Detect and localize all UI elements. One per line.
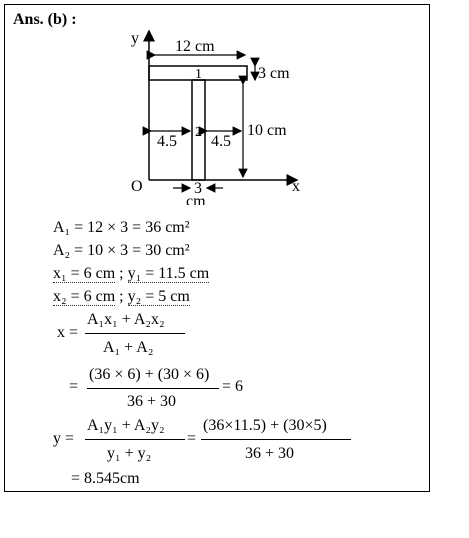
- stem-height-label: 10 cm: [247, 122, 287, 139]
- y-numerator: A₁y₁ + A₂y₂: [87, 417, 165, 434]
- x-fraction-bar: [85, 333, 185, 334]
- x-numerator: A₁x₁ + A₂x₂: [87, 311, 165, 328]
- y1-value: y₁ = 11.5 cm: [127, 265, 210, 282]
- x2-numerator: (36 × 6) + (30 × 6): [89, 366, 210, 383]
- stem-width-unit: cm: [186, 193, 206, 205]
- answer-label: Ans. (b) :: [13, 11, 77, 28]
- x-denominator: A₁ + A₂: [103, 339, 154, 356]
- separator: ;: [115, 288, 128, 305]
- y2-denominator: 36 + 30: [245, 445, 295, 462]
- area-2-line: A₂ = 10 × 3 = 30 cm²: [53, 242, 190, 259]
- y-lhs: y =: [53, 430, 75, 447]
- y2-value: y₂ = 5 cm: [127, 288, 190, 305]
- y2-fraction-bar: [201, 439, 351, 440]
- top-width-label: 12 cm: [175, 38, 215, 55]
- x-axis-label: x: [292, 178, 300, 195]
- piece-1-label: 1: [195, 67, 202, 82]
- centroid-2-line: [53, 289, 190, 305]
- left-gap-label: 4.5: [157, 133, 177, 150]
- top-thickness-label: 3 cm: [258, 65, 290, 82]
- separator: ;: [115, 265, 128, 282]
- x1-value: x₁ = 6 cm: [53, 265, 116, 282]
- stem-width-value: 3: [194, 180, 202, 197]
- y-axis-label: y: [131, 30, 139, 47]
- y-equals: =: [187, 430, 197, 447]
- solution-box: [4, 4, 430, 492]
- x2-value: x₂ = 6 cm: [53, 288, 116, 305]
- x-lhs: x =: [57, 324, 79, 341]
- right-gap-label: 4.5: [211, 133, 231, 150]
- y2-numerator: (36×11.5) + (30×5): [203, 417, 327, 434]
- y-denominator: y₁ + y₂: [107, 445, 152, 462]
- origin-label: O: [131, 178, 143, 195]
- x2-fraction-bar: [87, 388, 219, 389]
- centroid-1-line: [53, 266, 209, 282]
- t-section-figure: [5, 5, 431, 205]
- y-fraction-bar: [85, 439, 185, 440]
- area-1-line: A₁ = 12 × 3 = 36 cm²: [53, 219, 190, 236]
- x2-denominator: 36 + 30: [127, 393, 177, 410]
- y-result: = 8.545cm: [71, 470, 140, 487]
- x2-equals: =: [69, 378, 79, 395]
- x2-result: = 6: [222, 378, 244, 395]
- piece-2-label: 2: [195, 125, 202, 140]
